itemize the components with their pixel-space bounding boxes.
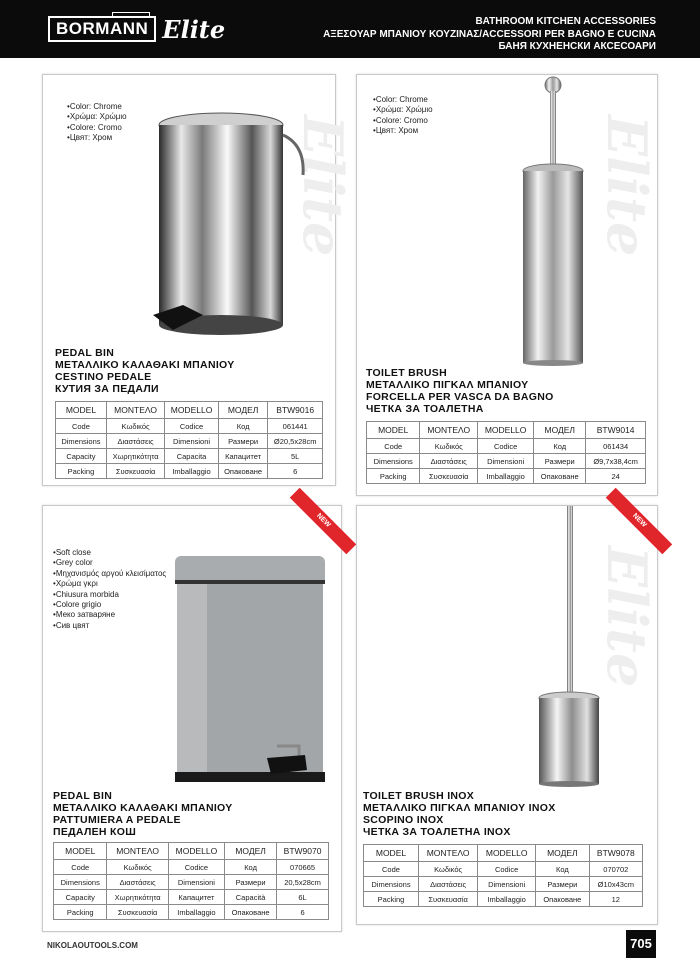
table-cell: Imballaggio [165, 464, 219, 479]
header-line: BATHROOM KITCHEN ACCESSORIES [475, 16, 656, 27]
table-cell: Опаковане [536, 892, 590, 907]
table-cell: 6 [268, 464, 323, 479]
feature-item: • Soft close [53, 548, 166, 558]
product-title: ЧЕТКА ЗА ТОАЛЕТНА [366, 403, 484, 415]
feature-item: • Chiusura morbida [53, 590, 166, 600]
table-cell: Packing [54, 905, 107, 920]
product-title: FORCELLA PER VASCA DA BAGNO [366, 391, 554, 403]
feature-item: • Μηχανισμός αργού κλεισίματος [53, 569, 166, 579]
table-cell: Codice [478, 439, 534, 454]
new-badge: NEW [606, 488, 672, 554]
table-header-cell: MODELLO [478, 422, 534, 439]
brand-logo [48, 15, 225, 43]
feature-item: • Сив цвят [53, 621, 166, 631]
product-titles [55, 347, 235, 395]
table-cell: 6 [277, 905, 329, 920]
table-cell: Imballaggio [478, 892, 536, 907]
table-cell: Dimensions [364, 877, 419, 892]
table-cell: Ø20,5x28cm [268, 434, 323, 449]
table-cell: Dimensions [56, 434, 107, 449]
table-header-cell: MODEL [54, 843, 107, 860]
table-row [54, 905, 329, 920]
table-cell: Dimensions [367, 454, 420, 469]
product-title: ΜΕΤΑΛΛΙΚΟ ΠΙΓΚΑΛ ΜΠΑΝΙΟΥ [366, 379, 529, 391]
page-header [0, 0, 700, 58]
table-header-cell: ΜΟΝΤΕΛΟ [107, 843, 168, 860]
product-features [373, 95, 433, 137]
table-cell: Code [54, 860, 107, 875]
table-header-cell: BTW9016 [268, 402, 323, 419]
table-cell: Опаковане [534, 469, 586, 484]
table-header-cell: MODELLO [168, 843, 224, 860]
table-cell: Ø9,7x38,4cm [586, 454, 646, 469]
table-cell: Capacità [225, 890, 277, 905]
table-cell: Код [225, 860, 277, 875]
feature-item: • Grey color [53, 558, 166, 568]
feature-item: • Color: Chrome [373, 95, 433, 105]
product-title: ΜΕΤΑΛΛΙΚΟ ΚΑΛΑΘΑΚΙ ΜΠΑΝΙΟΥ [53, 802, 233, 814]
table-cell: Размери [225, 875, 277, 890]
table-row [364, 877, 643, 892]
table-cell: 5L [268, 449, 323, 464]
table-cell: Capacity [54, 890, 107, 905]
table-header-cell: ΜΟΝΤΕΛΟ [420, 422, 478, 439]
product-title: ΜΕΤΑΛΛΙΚΟ ΚΑΛΑΘΑΚΙ ΜΠΑΝΙΟΥ [55, 359, 235, 371]
table-cell: 12 [589, 892, 642, 907]
table-cell: 24 [586, 469, 646, 484]
toilet-brush-chrome-image [507, 75, 607, 365]
table-header-cell: ΜΟΝΤΕΛΟ [106, 402, 164, 419]
table-row [54, 860, 329, 875]
table-cell: Code [364, 862, 419, 877]
table-header-row [367, 422, 646, 439]
product-title: TOILET BRUSH [366, 367, 447, 379]
table-cell: Капацитет [218, 449, 268, 464]
footer-url: NIKOLAOUTOOLS.COM [47, 941, 138, 950]
table-header-cell: MODEL [367, 422, 420, 439]
table-header-cell: ΜΟΝΤΕΛΟ [418, 845, 477, 862]
table-cell: Codice [168, 860, 224, 875]
table-cell: Συσκευασία [106, 464, 164, 479]
header-line: БАНЯ КУХНЕНСКИ АКСЕСОАРИ [498, 41, 656, 52]
table-row [54, 875, 329, 890]
elite-watermark: Elite [595, 546, 659, 688]
table-header-cell: BTW9070 [277, 843, 329, 860]
table-cell: Код [536, 862, 590, 877]
table-cell: Dimensioni [478, 454, 534, 469]
toilet-brush-inox-image [533, 506, 613, 786]
table-cell: Κωδικός [420, 439, 478, 454]
table-cell: 070665 [277, 860, 329, 875]
table-cell: Χωρητικότητα [107, 890, 168, 905]
table-row [367, 439, 646, 454]
table-header-cell: MODELLO [478, 845, 536, 862]
product-features [67, 102, 127, 144]
table-header-cell: MODEL [56, 402, 107, 419]
table-cell: Συσκευασία [418, 892, 477, 907]
header-categories [323, 16, 656, 54]
product-title: PATTUMIERA A PEDALE [53, 814, 181, 826]
table-row [54, 890, 329, 905]
spec-table [366, 421, 646, 484]
product-title: CESTINO PEDALE [55, 371, 152, 383]
page-number: 705 [626, 930, 656, 958]
product-title: ΜΕΤΑΛΛΙΚΟ ΠΙΓΚΑΛ ΜΠΑΝΙΟΥ INOX [363, 802, 556, 814]
table-cell: Код [218, 419, 268, 434]
table-cell: Κωδικός [106, 419, 164, 434]
product-titles [53, 790, 233, 838]
table-header-row [54, 843, 329, 860]
table-cell: Διαστάσεις [420, 454, 478, 469]
product-titles [363, 790, 556, 838]
feature-item: • Цвят: Хром [373, 126, 433, 136]
table-cell: Code [367, 439, 420, 454]
feature-item: • Color: Chrome [67, 102, 127, 112]
feature-item: • Colore grigio [53, 600, 166, 610]
table-cell: Imballaggio [478, 469, 534, 484]
table-row [56, 419, 323, 434]
new-badge: NEW [290, 488, 356, 554]
product-title: PEDAL BIN [55, 347, 115, 359]
product-title: TOILET BRUSH INOX [363, 790, 475, 802]
table-cell: 20,5x28cm [277, 875, 329, 890]
table-cell: Χωρητικότητα [106, 449, 164, 464]
table-cell: Capacita [165, 449, 219, 464]
pedal-bin-chrome-image [143, 105, 323, 345]
table-cell: Code [56, 419, 107, 434]
table-header-cell: BTW9014 [586, 422, 646, 439]
table-header-cell: МОДЕЛ [536, 845, 590, 862]
table-cell: Κωδικός [418, 862, 477, 877]
spec-table [53, 842, 329, 920]
feature-item: • Меко затваряне [53, 610, 166, 620]
table-cell: Διαστάσεις [106, 434, 164, 449]
feature-item: • Colore: Cromo [67, 123, 127, 133]
table-row [367, 454, 646, 469]
table-cell: Codice [478, 862, 536, 877]
table-cell: Dimensioni [168, 875, 224, 890]
feature-item: • Цвят: Хром [67, 133, 127, 143]
table-cell: Κωδικός [107, 860, 168, 875]
table-cell: Опаковане [218, 464, 268, 479]
table-cell: Διαστάσεις [107, 875, 168, 890]
spec-table [363, 844, 643, 907]
table-cell: Опаковане [225, 905, 277, 920]
product-titles [366, 367, 554, 415]
product-features [53, 548, 166, 631]
product-title: SCOPINO INOX [363, 814, 444, 826]
product-title: ЧЕТКА ЗА ТОАЛЕТНА INOX [363, 826, 511, 838]
table-header-row [56, 402, 323, 419]
table-cell: 070702 [589, 862, 642, 877]
table-cell: Διαστάσεις [418, 877, 477, 892]
product-title: КУТИЯ ЗА ПЕДАЛИ [55, 383, 159, 395]
table-cell: Dimensioni [165, 434, 219, 449]
elite-watermark: Elite [595, 115, 659, 257]
elite-watermark: Elite [291, 115, 355, 257]
table-header-cell: MODEL [364, 845, 419, 862]
brand-name: BORMANN [48, 16, 156, 42]
table-row [56, 434, 323, 449]
table-cell: Ø10x43cm [589, 877, 642, 892]
feature-item: • Χρώμα γκρι [53, 579, 166, 589]
product-card-toilet-brush-inox [356, 505, 658, 925]
product-card-pedal-bin-grey [42, 505, 342, 932]
table-cell: Капацитет [168, 890, 224, 905]
product-title: PEDAL BIN [53, 790, 113, 802]
pedal-bin-grey-image [167, 550, 337, 790]
header-line: ΑΞΕΣΟΥΑΡ ΜΠΑΝΙΟΥ ΚΟΥΖΙΝΑΣ/ACCESSORI PER BAGNO E CUCINA [323, 28, 656, 40]
product-title: ПЕДАЛЕН КОШ [53, 826, 137, 838]
table-row [364, 862, 643, 877]
feature-item: • Χρώμα: Χρώμιο [67, 112, 127, 122]
table-cell: Размери [534, 454, 586, 469]
table-cell: Imballaggio [168, 905, 224, 920]
table-cell: 061434 [586, 439, 646, 454]
feature-item: • Colore: Cromo [373, 116, 433, 126]
brand-sub: Elite [162, 14, 226, 44]
table-row [364, 892, 643, 907]
table-cell: Συσκευασία [420, 469, 478, 484]
table-cell: Packing [367, 469, 420, 484]
table-row [56, 464, 323, 479]
table-row [367, 469, 646, 484]
table-cell: Συσκευασία [107, 905, 168, 920]
table-cell: Packing [364, 892, 419, 907]
table-header-cell: МОДЕЛ [225, 843, 277, 860]
table-cell: 061441 [268, 419, 323, 434]
table-cell: Размери [218, 434, 268, 449]
table-cell: Код [534, 439, 586, 454]
table-header-row [364, 845, 643, 862]
feature-item: • Χρώμα: Χρώμιο [373, 105, 433, 115]
product-card-pedal-bin-chrome [42, 74, 355, 486]
table-cell: Размери [536, 877, 590, 892]
table-row [56, 449, 323, 464]
table-header-cell: BTW9078 [589, 845, 642, 862]
table-header-cell: МОДЕЛ [534, 422, 586, 439]
spec-table [55, 401, 323, 479]
table-cell: Codice [165, 419, 219, 434]
table-cell: Dimensioni [478, 877, 536, 892]
table-cell: Dimensions [54, 875, 107, 890]
table-cell: 6L [277, 890, 329, 905]
table-header-cell: MODELLO [165, 402, 219, 419]
table-cell: Capacity [56, 449, 107, 464]
product-card-toilet-brush-chrome [356, 74, 658, 496]
table-cell: Packing [56, 464, 107, 479]
table-header-cell: МОДЕЛ [218, 402, 268, 419]
